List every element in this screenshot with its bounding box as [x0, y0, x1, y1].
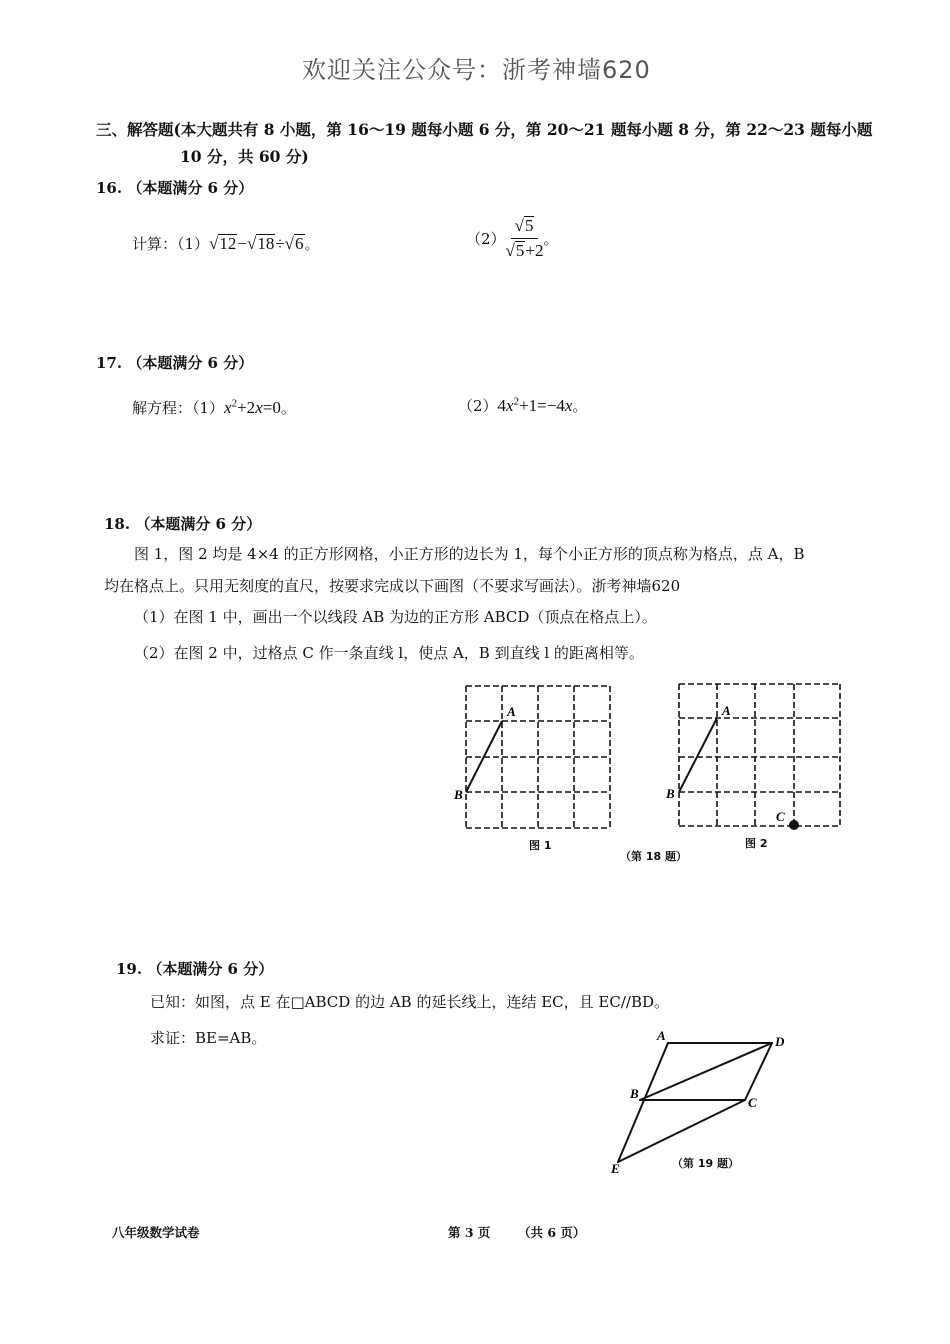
figure2-grid-lines: [679, 684, 840, 826]
section-heading-line2: 10 分，共 60 分): [180, 147, 309, 166]
q16-period2: 。: [543, 230, 559, 248]
q16-den-rest: +2: [525, 241, 544, 260]
q16-den-radicand: 5: [515, 241, 525, 260]
q16-part2: [466, 216, 559, 261]
section-heading-line1: 三、解答题(本大题共有 8 小题，第 16～19 题每小题 6 分，第 20～21 题每小题 8 分，第 22～23 题每小题: [96, 120, 873, 139]
q16-radicand-6: 6: [295, 234, 304, 253]
figure2-label-b: B: [666, 786, 675, 801]
q17-exp2: 2: [513, 395, 520, 408]
q16-part2-label: （2）: [466, 230, 506, 248]
q16-minus: −: [237, 234, 247, 253]
q16-radicand-12: 12: [219, 234, 237, 253]
q16-prefix: 计算：（1）: [132, 235, 210, 253]
q18-fig1-caption: 图 1: [529, 839, 552, 852]
footer-page-number: 第 3 页: [448, 1225, 491, 1240]
q18-figure-caption: （第 18 题）: [620, 850, 687, 863]
q17-equation1: [224, 398, 281, 417]
q17-part1: [132, 397, 296, 418]
q16-divide: ÷: [275, 234, 285, 253]
q18-line4: （2）在图 2 中，过格点 C 作一条直线 l，使点 A，B 到直线 l 的距离相等。: [134, 644, 644, 662]
q18-line1: 图 1，图 2 均是 4×4 的正方形网格，小正方形的边长为 1，每个小正方形的顶点称为格点，点 A，B: [134, 545, 805, 563]
figure2-label-c: C: [776, 809, 785, 824]
q18-header: 18. （本题满分 6 分）: [104, 515, 262, 533]
q16-header: 16. （本题满分 6 分）: [96, 179, 254, 197]
q17-prefix: 解方程：（1）: [132, 399, 225, 417]
figure19-label-e: E: [611, 1161, 620, 1176]
q16-denominator: √5+2: [505, 241, 544, 260]
q17-period2: 。: [572, 397, 588, 415]
q16-num-radicand: 5: [524, 216, 534, 235]
q18-line2: 均在格点上。只用无刻度的直尺，按要求完成以下画图（不要求写画法）。浙考神墙620: [104, 577, 681, 595]
q18-fig2-caption: 图 2: [745, 837, 768, 850]
footer-total-pages: （共 6 页）: [518, 1225, 586, 1240]
q17-rest: +2: [237, 398, 256, 417]
q17-part2-label: （2）: [458, 397, 498, 415]
q17-eq: =0: [262, 398, 281, 417]
q19-header: 19. （本题满分 6 分）: [116, 960, 274, 978]
figure19-label-b: B: [630, 1086, 639, 1101]
figure19-label-a: A: [657, 1028, 666, 1043]
q16-radicand-18: 18: [257, 234, 275, 253]
watermark-text: 欢迎关注公众号：浙考神墙620: [302, 56, 651, 84]
q17-var-x4: x: [564, 396, 573, 415]
figure19-label-d: D: [775, 1034, 785, 1049]
figure19-label-c: C: [748, 1095, 757, 1110]
q16-fraction: [506, 216, 544, 261]
q17-var-x3: x: [506, 396, 514, 415]
footer-exam-name: 八年级数学试卷: [112, 1225, 200, 1240]
q19-given: 已知：如图，点 E 在□ABCD 的边 AB 的延长线上，连结 EC，且 EC//BD。: [150, 993, 670, 1011]
q17-coef: 4: [497, 396, 507, 415]
q18-figure1-grid: [450, 678, 620, 838]
q16-period1: 。: [304, 235, 320, 253]
q17-var-x: x: [224, 398, 232, 417]
q19-prove: 求证：BE=AB。: [150, 1029, 267, 1047]
q17-equation2: [498, 396, 573, 415]
q17-var-x2: x: [255, 398, 263, 417]
q16-numerator: √5: [511, 216, 539, 239]
figure2-segment-ab: [679, 718, 717, 792]
q17-part2: [458, 395, 587, 416]
q18-figure2-grid: [662, 678, 852, 838]
figure1-label-b: B: [454, 787, 463, 802]
figure1-grid-lines: [466, 686, 610, 828]
q17-period1: 。: [280, 399, 296, 417]
q19-figure-caption: （第 19 题）: [672, 1157, 739, 1170]
q16-expression1: √12−√18÷√6: [209, 234, 304, 253]
q17-header: 17. （本题满分 6 分）: [96, 354, 254, 372]
figure2-point-c: [789, 820, 799, 830]
q17-rest2: +1=−4: [519, 396, 565, 415]
figure1-label-a: A: [507, 704, 516, 719]
q17-exp: 2: [231, 397, 238, 410]
figure2-label-a: A: [722, 703, 731, 718]
q18-line3: （1）在图 1 中，画出一个以线段 AB 为边的正方形 ABCD（顶点在格点上）。: [134, 608, 657, 626]
q16-part1: [132, 233, 320, 254]
